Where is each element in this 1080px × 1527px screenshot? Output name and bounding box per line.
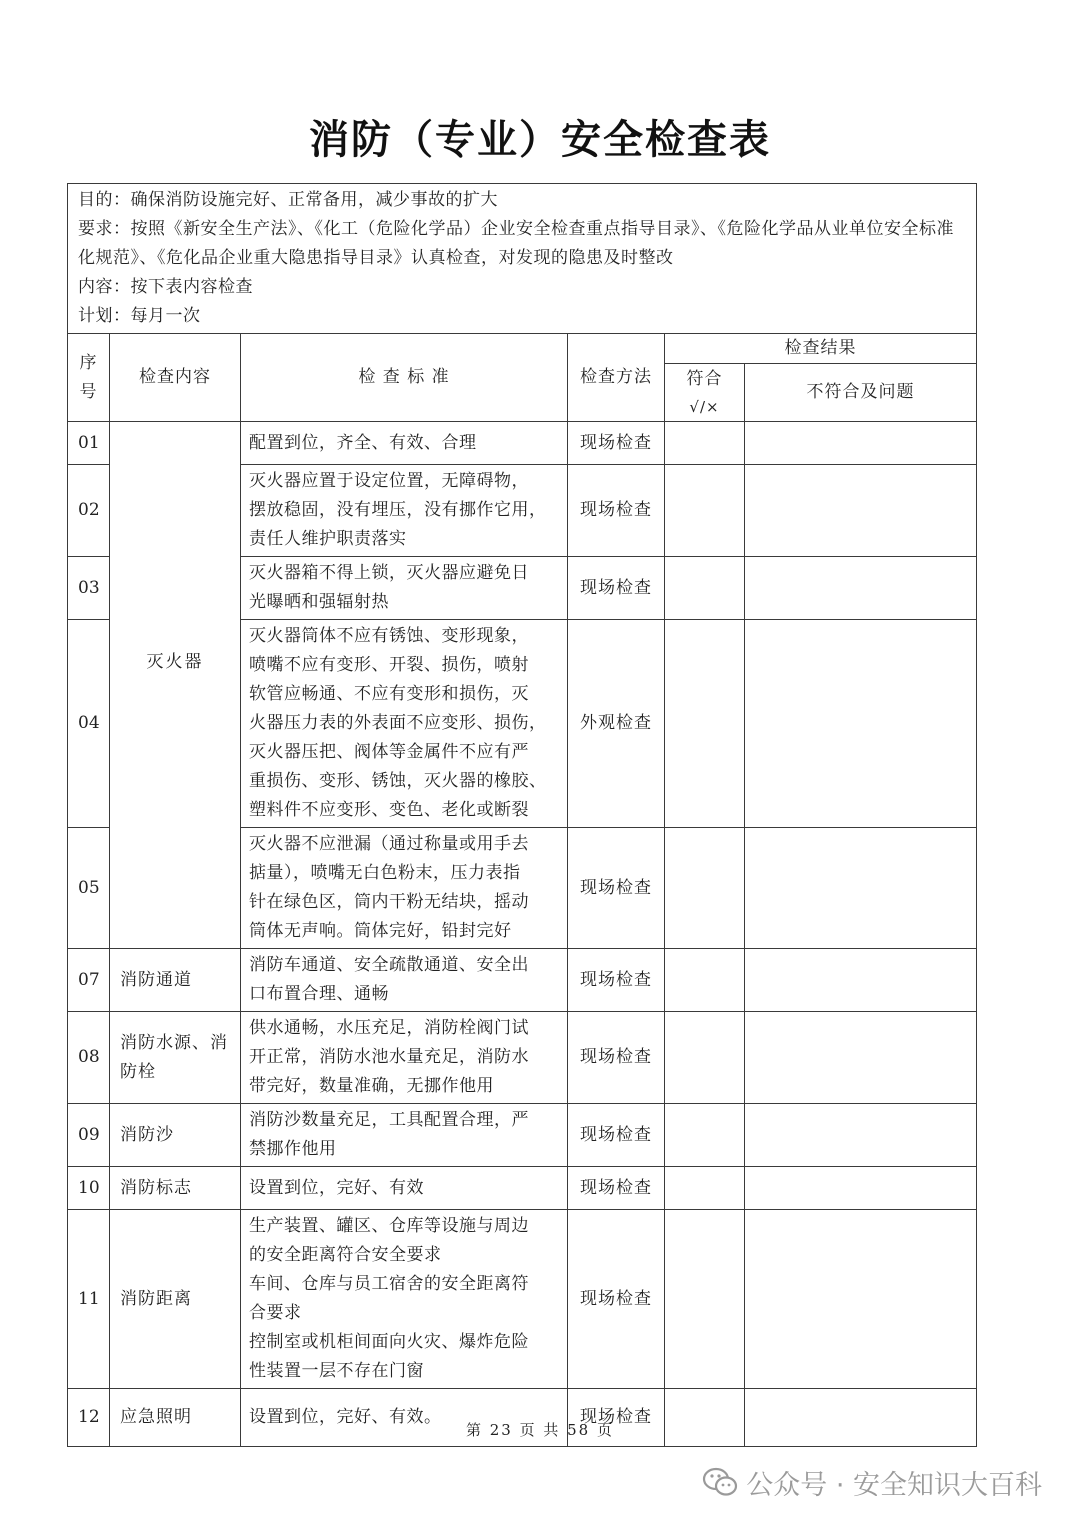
method-cell: 外观检查 — [568, 620, 665, 828]
row-number: 07 — [68, 949, 110, 1012]
item-cell: 消防沙 — [110, 1104, 241, 1167]
row-number: 09 — [68, 1104, 110, 1167]
table-row — [68, 949, 977, 1012]
standard-cell: 设置到位，完好、有效。 — [241, 1389, 568, 1447]
item-cell: 消防距离 — [110, 1210, 241, 1389]
page-title: 消防（专业）安全检查表 — [309, 117, 771, 163]
item-cell: 应急照明 — [110, 1389, 241, 1447]
method-cell: 现场检查 — [568, 1389, 665, 1447]
plan-text: 计划：每月一次 — [78, 306, 201, 326]
header-standard: 检 查 标 准 — [241, 334, 568, 422]
conform-cell[interactable] — [665, 1012, 745, 1104]
conform-cell[interactable] — [665, 1104, 745, 1167]
wechat-icon — [702, 1466, 738, 1498]
nonconform-cell[interactable] — [745, 1012, 977, 1104]
standard-cell: 生产装置、罐区、仓库等设施与周边 的安全距离符合安全要求 车间、仓库与员工宿舍的安全距离符 合要求 控制室或机柜间面向火灾、爆炸危险 性装置一层不存在门窗 — [241, 1210, 568, 1389]
info-block — [68, 184, 977, 334]
method-cell: 现场检查 — [568, 949, 665, 1012]
standard-cell: 消防车通道、安全疏散通道、安全出 口布置合理、通畅 — [241, 949, 568, 1012]
table-row — [68, 1104, 977, 1167]
watermark — [702, 1462, 1042, 1502]
table-row — [68, 422, 977, 465]
info-row — [68, 184, 977, 334]
item-line: 消防水源、消 — [120, 1032, 228, 1053]
table-row — [68, 1210, 977, 1389]
requirement-text: 要求：按照《新安全生产法》、《化工（危险化学品）企业安全检查重点指导目录》、《危险化学品从业单位安全标准化规范》、《危化品企业重大隐患指导目录》认真检查，对发现的隐患及时整改 — [78, 219, 954, 268]
header-item: 检查内容 — [110, 334, 241, 422]
item-cell: 消防标志 — [110, 1167, 241, 1210]
conform-cell[interactable] — [665, 1167, 745, 1210]
method-cell: 现场检查 — [568, 1104, 665, 1167]
conform-cell[interactable] — [665, 422, 745, 465]
table-row — [68, 1167, 977, 1210]
nonconform-cell[interactable] — [745, 828, 977, 949]
row-number: 12 — [68, 1389, 110, 1447]
row-number: 02 — [68, 465, 110, 557]
row-number: 01 — [68, 422, 110, 465]
row-number: 08 — [68, 1012, 110, 1104]
nonconform-cell[interactable] — [745, 422, 977, 465]
row-number: 05 — [68, 828, 110, 949]
header-conform-mark: √/× — [689, 397, 720, 416]
purpose-text: 目的：确保消防设施完好、正常备用，减少事故的扩大 — [78, 190, 498, 210]
row-number: 10 — [68, 1167, 110, 1210]
row-number: 03 — [68, 557, 110, 620]
header-nonconform: 不符合及问题 — [745, 364, 977, 422]
nonconform-cell[interactable] — [745, 620, 977, 828]
method-cell: 现场检查 — [568, 465, 665, 557]
watermark-text: 公众号 · 安全知识大百科 — [746, 1469, 1042, 1501]
standard-cell: 灭火器不应泄漏（通过称量或用手去 掂量），喷嘴无白色粉末，压力表指 针在绿色区，筒内干粉无结块，摇动 筒体无声响。筒体完好，铅封完好 — [241, 828, 568, 949]
standard-cell: 灭火器箱不得上锁，灭火器应避免日 光曝晒和强辐射热 — [241, 557, 568, 620]
table-row — [68, 1012, 977, 1104]
conform-cell[interactable] — [665, 465, 745, 557]
header-conform-label: 符合 — [686, 368, 723, 389]
conform-cell[interactable] — [665, 949, 745, 1012]
standard-cell: 消防沙数量充足，工具配置合理，严 禁挪作他用 — [241, 1104, 568, 1167]
header-conform — [665, 364, 745, 422]
item-cell — [110, 1012, 241, 1104]
conform-cell[interactable] — [665, 620, 745, 828]
method-cell: 现场检查 — [568, 422, 665, 465]
method-cell: 现场检查 — [568, 1012, 665, 1104]
nonconform-cell[interactable] — [745, 465, 977, 557]
page-number: 第 23 页 共 58 页 — [465, 1421, 614, 1439]
standard-cell: 供水通畅，水压充足，消防栓阀门试 开正常，消防水池水量充足，消防水 带完好，数量准确，无挪作他用 — [241, 1012, 568, 1104]
nonconform-cell[interactable] — [745, 557, 977, 620]
item-extinguisher: 灭火器 — [110, 422, 241, 949]
standard-cell: 灭火器应置于设定位置，无障碍物， 摆放稳固，没有埋压，没有挪作它用， 责任人维护职责落实 — [241, 465, 568, 557]
header-seq: 序号 — [68, 334, 110, 422]
conform-cell[interactable] — [665, 1210, 745, 1389]
row-number: 04 — [68, 620, 110, 828]
conform-cell[interactable] — [665, 557, 745, 620]
standard-cell: 设置到位，完好、有效 — [241, 1167, 568, 1210]
method-cell: 现场检查 — [568, 557, 665, 620]
inspection-table — [67, 183, 977, 1447]
standard-cell: 配置到位，齐全、有效、合理 — [241, 422, 568, 465]
content-text: 内容：按下表内容检查 — [78, 277, 253, 297]
nonconform-cell[interactable] — [745, 1210, 977, 1389]
item-cell: 消防通道 — [110, 949, 241, 1012]
item-line: 防栓 — [120, 1061, 156, 1082]
method-cell: 现场检查 — [568, 1167, 665, 1210]
header-result: 检查结果 — [665, 334, 977, 364]
nonconform-cell[interactable] — [745, 949, 977, 1012]
conform-cell[interactable] — [665, 828, 745, 949]
method-cell: 现场检查 — [568, 1210, 665, 1389]
method-cell: 现场检查 — [568, 828, 665, 949]
standard-cell: 灭火器筒体不应有锈蚀、变形现象， 喷嘴不应有变形、开裂、损伤，喷射 软管应畅通、不应有变形和损伤，灭 火器压力表的外表面不应变形、损伤， 灭火器压把、阀体等金属件不应有严 重损伤、变形、锈蚀，灭火器的橡胶、 塑料件不应变形、变色、老化或断裂 — [241, 620, 568, 828]
nonconform-cell[interactable] — [745, 1104, 977, 1167]
header-method: 检查方法 — [568, 334, 665, 422]
nonconform-cell[interactable] — [745, 1167, 977, 1210]
row-number: 11 — [68, 1210, 110, 1389]
header-row-1 — [68, 334, 977, 364]
